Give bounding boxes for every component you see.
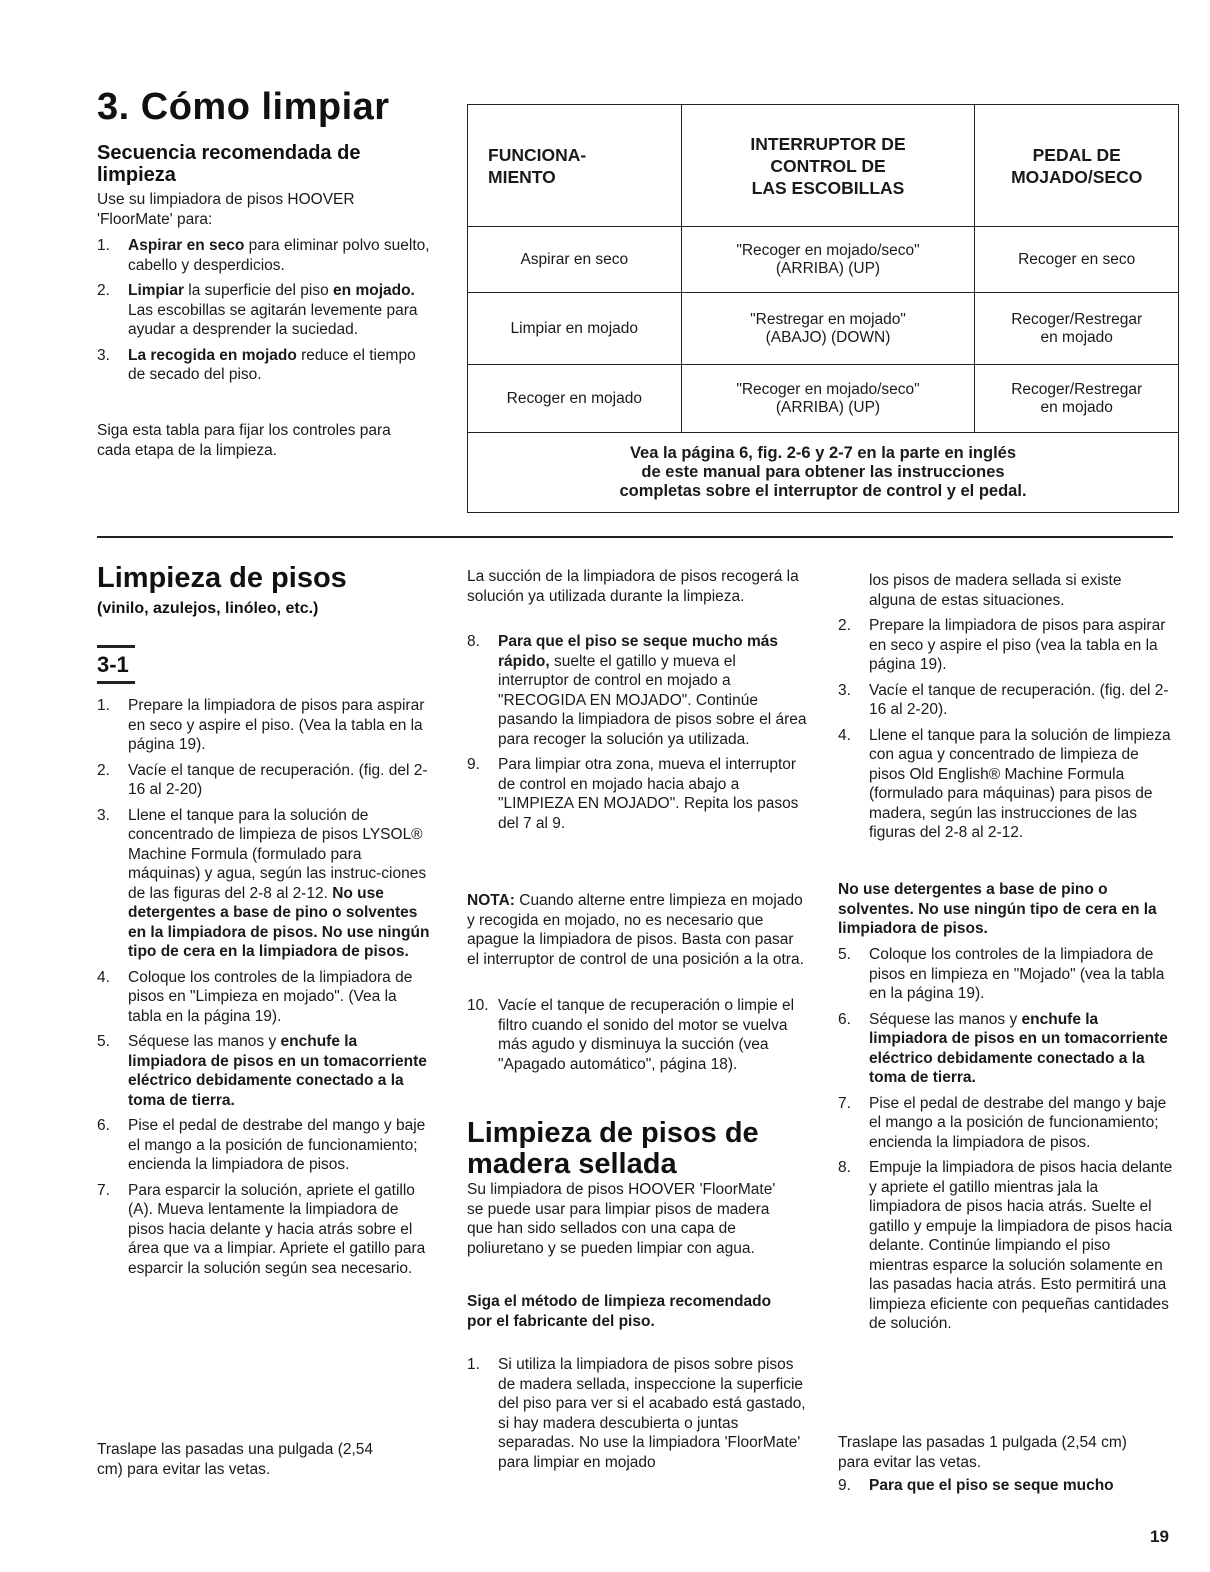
table-row xyxy=(468,227,1179,293)
section-title: 3. Cómo limpiar xyxy=(97,86,390,128)
list-item: 7. Para esparcir la solución, apriete el gatillo (A). Mueva lentamente la limpiadora de pisos hacia delante y hacia atrás sobre el área que va a limpiar. Apriete el gatillo para esparcir la solución según sea necesario. xyxy=(97,1181,426,1277)
sealed-wood-method: Siga el método de limpieza recomendado por el fabricante del piso. xyxy=(467,1293,772,1330)
floor-cleaning-subtitle: (vinilo, azulejos, linóleo, etc.) xyxy=(97,600,319,617)
section-subtitle: Secuencia recomendada de limpieza xyxy=(97,142,361,186)
table-header: FUNCIONA- MIENTO xyxy=(468,105,682,227)
sealed-wood-step1 xyxy=(467,1355,807,1478)
list-item: 8. Para que el piso se seque mucho más rápido, suelte el gatillo y mueva el interruptor de control en mojado a "RECOGIDA EN MOJADO". Continúe pasando la limpiadora de pisos sobre el área para recoger la solución ya utilizada. xyxy=(467,633,807,748)
control-table xyxy=(467,104,1179,513)
section-divider xyxy=(97,536,1173,538)
list-item: 2. Vacíe el tanque de recuperación. (fig. del 2-16 al 2-20) xyxy=(97,761,428,798)
page-number: 19 xyxy=(1150,1527,1169,1546)
list-item: 1. Aspirar en seco para eliminar polvo suelto, cabello y desperdicios. xyxy=(97,237,430,274)
list-item: 3. La recogida en mojado reduce el tiempo de secado del piso. xyxy=(97,346,416,383)
outro-text: Siga esta tabla para fijar los controles para cada etapa de la limpieza. xyxy=(97,422,391,459)
table-note: Vea la página 6, fig. 2-6 y 2-7 en la parte en inglés de este manual para obtener las instrucciones completas sobre el interruptor de control y el pedal. xyxy=(468,433,1179,513)
intro-text: Use su limpiadora de pisos HOOVER 'FloorMate' para: xyxy=(97,191,355,228)
list-item: 2. Prepare la limpiadora de pisos para aspirar en seco y aspire el piso (vea la tabla en la página 19). xyxy=(838,617,1166,673)
sequence-list xyxy=(97,236,437,391)
wood-warning: No use detergentes a base de pino o solventes. No use ningún tipo de cera en la limpiadora de pisos. xyxy=(838,881,1157,937)
table-cell: Recoger/Restregar en mojado xyxy=(975,293,1179,365)
table-cell: Aspirar en seco xyxy=(468,227,682,293)
table-cell: "Recoger en mojado/seco" (ARRIBA) (UP) xyxy=(681,365,975,433)
col3-overlap-text: Traslape las pasadas 1 pulgada (2,54 cm) para evitar las vetas. xyxy=(838,1434,1127,1471)
overlap-text: Traslape las pasadas una pulgada (2,54 cm) para evitar las vetas. xyxy=(97,1441,374,1478)
list-item: 4. Coloque los controles de la limpiadora de pisos en "Limpieza en mojado". (Vea la tabla en la página 19). xyxy=(97,968,413,1025)
table-header: INTERRUPTOR DE CONTROL DE LAS ESCOBILLAS xyxy=(681,105,975,227)
list-item: 2. Limpiar la superficie del piso en mojado. Las escobillas se agitarán levemente para ayudar a desprender la suciedad. xyxy=(97,282,418,338)
list-item: 5. Séquese las manos y enchufe la limpiadora de pisos en un tomacorriente eléctrico debidamente conectado a la toma de tierra. xyxy=(97,1033,427,1109)
note-paragraph: NOTA: Cuando alterne entre limpieza en mojado y recogida en mojado, no es necesario que apague la limpiadora de pisos. Basta con pasar el interruptor de control de una posición a la otra. xyxy=(467,892,804,968)
list-item: 9. Para limpiar otra zona, mueva el interruptor de control en mojado hacia abajo a "LIMPIEZA EN MOJADO". Repita los pasos del 7 al 9. xyxy=(467,756,799,832)
list-item: 3. Vacíe el tanque de recuperación. (fig. del 2-16 al 2-20). xyxy=(838,681,1169,718)
list-item: 6. Pise el pedal de destrabe del mango y baje el mango a la posición de funcionamiento; encienda la limpiadora de pisos. xyxy=(97,1117,426,1173)
sealed-wood-title: Limpieza de pisos de madera sellada xyxy=(467,1117,759,1180)
step-rule-top xyxy=(97,645,135,648)
table-cell: Limpiar en mojado xyxy=(468,293,682,365)
col2-step10 xyxy=(467,996,807,1080)
list-item: 5. Coloque los controles de la limpiadora de pisos en limpieza en "Mojado" (vea la tabla en la página 19). xyxy=(838,946,1165,1002)
col3-step9 xyxy=(838,1476,1173,1502)
list-item: 4. Llene el tanque para la solución de limpieza con agua y concentrado de limpieza de pisos Old English® Machine Formula (formulado para máquinas) para pisos de madera, según las instrucciones de las figuras del 2-8 al 2-12. xyxy=(838,726,1171,841)
list-item: 8. Empuje la limpiadora de pisos hacia delante y apriete el gatillo mientras jala la limpiadora de pisos hacia atrás. Suelte el gatillo y empuje la limpiadora de pisos hacia delante. Continúe limpiando el piso mientras esparce la solución solamente en las pasadas hacia atrás. Esto permitirá una limpieza eficiente con pequeñas cantidades de solución. xyxy=(838,1159,1173,1332)
col3-steps-b xyxy=(838,945,1173,1340)
table-cell: "Recoger en mojado/seco" (ARRIBA) (UP) xyxy=(681,227,975,293)
col3-continuation: los pisos de madera sellada si existe alguna de estas situaciones. xyxy=(869,572,1122,609)
table-cell: Recoger en seco xyxy=(975,227,1179,293)
col2-steps xyxy=(467,632,807,839)
list-item: 9. Para que el piso se seque mucho xyxy=(838,1477,1114,1494)
sealed-wood-intro: Su limpiadora de pisos HOOVER 'FloorMate' se puede usar para limpiar pisos de madera que han sido sellados con una capa de poliuretano y se pueden limpiar con agua. xyxy=(467,1181,776,1257)
table-cell: Recoger en mojado xyxy=(468,365,682,433)
step-label: 3-1 xyxy=(97,652,129,677)
list-item: 1. Si utiliza la limpiadora de pisos sobre pisos de madera sellada, inspeccione la superficie del piso para ver si el acabado está gastado, si hay madera descubierta o juntas separadas. No use la limpiadora 'FloorMate' para limpiar en mojado xyxy=(467,1356,806,1471)
list-item: 6. Séquese las manos y enchufe la limpiadora de pisos en un tomacorriente eléctrico debidamente conectado a la toma de tierra. xyxy=(838,1010,1168,1086)
floor-cleaning-steps xyxy=(97,696,432,1284)
list-item: 7. Pise el pedal de destrabe del mango y baje el mango a la posición de funcionamiento; encienda la limpiadora de pisos. xyxy=(838,1094,1167,1151)
step-rule-bottom xyxy=(97,681,135,684)
table-cell: "Restregar en mojado" (ABAJO) (DOWN) xyxy=(681,293,975,365)
list-item: 1. Prepare la limpiadora de pisos para aspirar en seco y aspire el piso. (Vea la tabla en la página 19). xyxy=(97,697,425,753)
list-item: 10. Vacíe el tanque de recuperación o limpie el filtro cuando el sonido del motor se vuelva más agudo y disminuya la succión (vea "Apagado automático", página 18). xyxy=(467,997,795,1073)
col3-steps-a xyxy=(838,616,1173,849)
table-row xyxy=(468,293,1179,365)
col2-continuation: La succión de la limpiadora de pisos recogerá la solución ya utilizada durante la limpieza. xyxy=(467,568,799,605)
table-row xyxy=(468,365,1179,433)
list-item: 3. Llene el tanque para la solución de concentrado de limpieza de pisos LYSOL® Machine Formula (formulado para máquinas) y agua, según las instruc-ciones de las figuras del 2-8 al 2-12. No use detergentes a base de pino o solventes en la limpiadora de pisos. No use ningún tipo de cera en la limpiadora de pisos. xyxy=(97,806,430,960)
table-cell: Recoger/Restregar en mojado xyxy=(975,365,1179,433)
table-header: PEDAL DE MOJADO/SECO xyxy=(975,105,1179,227)
floor-cleaning-title: Limpieza de pisos xyxy=(97,562,347,594)
